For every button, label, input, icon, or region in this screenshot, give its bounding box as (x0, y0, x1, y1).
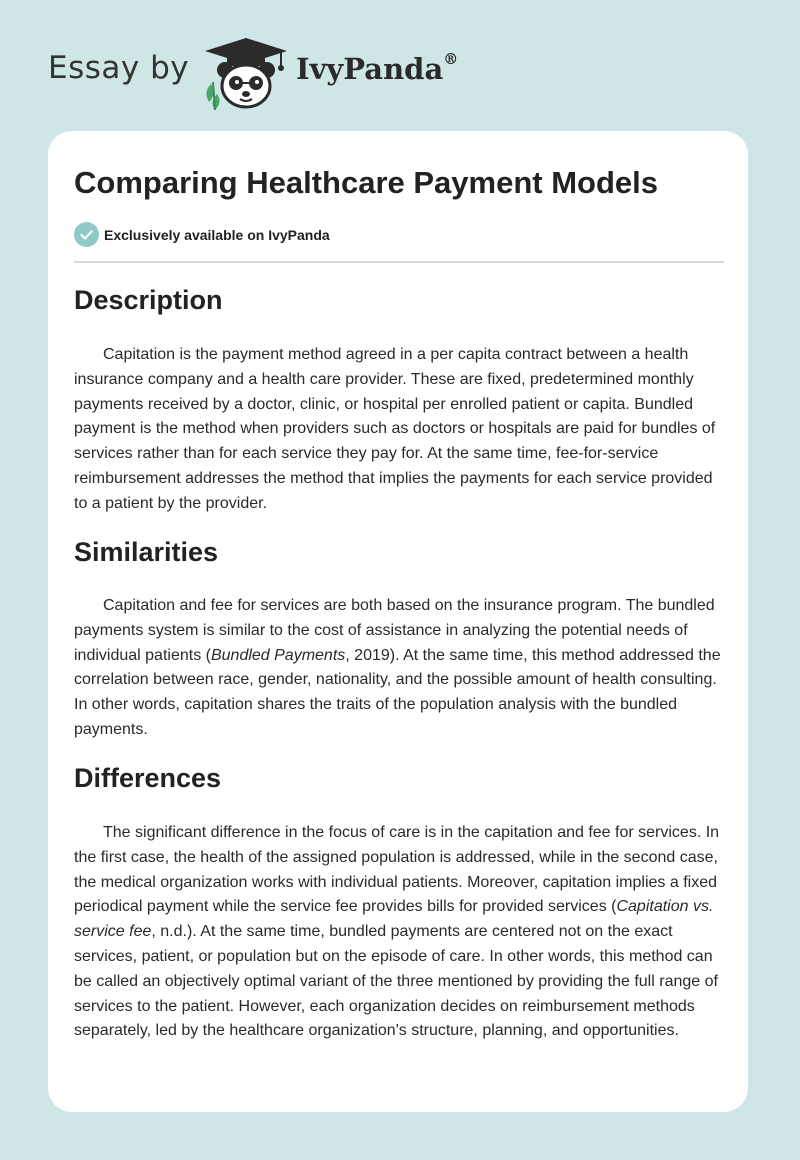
section-paragraph-differences (74, 821, 726, 1044)
brand-name[interactable] (296, 52, 458, 86)
similarities-text-part1: Capitation and fee for services are both based on the insurance program. The bundled payments system is similar to the cost of assistance in analyzing the potential needs of individual patients ( (74, 597, 715, 664)
differences-text-part2: , n.d.). At the same time, bundled payments are centered not on the exact services, patient, or population but on the episode of care. In other words, this method can be called an objectively optimal variant of the three mentioned by providing the full range of services to the patient. However, each organization decides on reimbursement methods separately, led by the healthcare organization's structure, planning, and opportunities. (74, 923, 718, 1040)
panda-logo-icon[interactable] (201, 34, 291, 110)
section-heading-description: Description (74, 285, 223, 315)
page-title: Comparing Healthcare Payment Models (74, 165, 658, 200)
check-icon (74, 222, 99, 247)
trademark-symbol: ® (443, 50, 459, 69)
similarities-text-part2: , 2019). At the same time, this method addressed the correlation between race, gender, nationality, and the possible amount of health consulting. In other words, capitation shares the traits of the population analysis with the bundled payments. (74, 646, 721, 738)
section-heading-differences: Differences (74, 763, 222, 793)
site-header (48, 30, 548, 110)
section-heading-similarities: Similarities (74, 537, 219, 567)
brand-label: IvyPanda (296, 52, 444, 86)
exclusive-badge (74, 222, 330, 247)
citation-bundled-payments: Bundled Payments (210, 646, 346, 664)
citation-capitation-vs-service-fee: Capitation vs. service fee (74, 898, 714, 941)
exclusive-badge-label: Exclusively available on IvyPanda (104, 226, 330, 243)
essay-by-label: Essay by (48, 50, 190, 86)
article-card (48, 131, 748, 1112)
section-paragraph-description: Capitation is the payment method agreed in a per capita contract between a health insurance company and a health care provider. These are fixed, predetermined monthly payments received by a doctor, clinic, or hospital per enrolled patient or capita. Bundled payment is the method when providers such as doctors or hospitals are paid for bundles of services rather than for each service they pay for. At the same time, fee-for-service reimbursement addresses the method that implies the payments for each service provided to a patient by the provider. (74, 346, 716, 512)
differences-text-part1: The significant difference in the focus of care is in the capitation and fee for services. In the first case, the health of the assigned population is addressed, while in the second case, the medical organization works with individual patients. Moreover, capitation implies a fixed periodical payment while the service fee provides bills for provided services ( (74, 824, 720, 916)
title-divider (74, 261, 724, 263)
section-paragraph-similarities (74, 594, 726, 743)
